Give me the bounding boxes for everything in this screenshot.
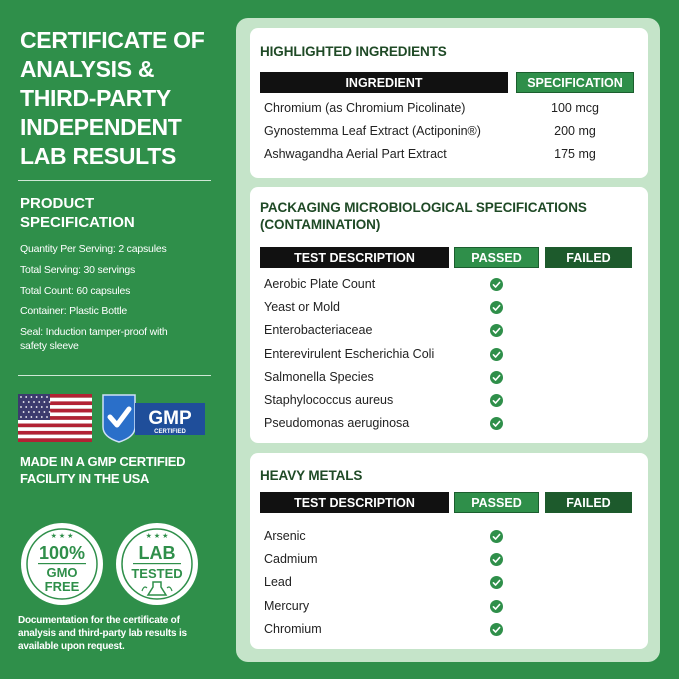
ingredient-spec: 200 mg [554, 124, 596, 138]
gmo-text: GMO [46, 565, 78, 580]
test-row-label: Chromium [264, 621, 322, 636]
test-row-label: Cadmium [264, 552, 318, 567]
check-circle-icon [490, 600, 503, 613]
metals-title: HEAVY METALS [260, 468, 363, 483]
ingredient-spec: 100 mcg [551, 101, 599, 115]
col-test-description: TEST DESCRIPTION [260, 247, 449, 268]
check-circle-icon [490, 394, 503, 407]
col-specification: SPECIFICATION [516, 72, 634, 93]
ingredients-card [250, 28, 648, 178]
test-row-label: Lead [264, 575, 292, 590]
heavy-metals-card [250, 453, 648, 649]
free-text: FREE [44, 579, 80, 594]
check-circle-icon [490, 348, 503, 361]
check-circle-icon [490, 623, 503, 636]
spec-container: Container: Plastic Bottle [20, 305, 128, 317]
made-in-line: MADE IN A GMP CERTIFIED [20, 454, 186, 469]
product-spec-title-line: SPECIFICATION [20, 214, 135, 231]
spec-total-serving: Total Serving: 30 servings [20, 264, 136, 276]
spec-quantity: Quantity Per Serving: 2 capsules [20, 243, 167, 255]
check-circle-icon [490, 417, 503, 430]
made-in-usa [20, 453, 220, 487]
col-passed: PASSED [454, 247, 539, 268]
ingredient-name: Gynostemma Leaf Extract (Actiponin®) [264, 124, 481, 138]
gmp-label: GMP [148, 408, 192, 429]
ingredient-name: Chromium (as Chromium Picolinate) [264, 101, 466, 115]
check-circle-icon [490, 278, 503, 291]
usa-flag-icon [18, 394, 92, 442]
doc-line: available upon request. [18, 641, 125, 652]
title-line: INDEPENDENT [20, 114, 182, 140]
doc-line: Documentation for the certificate of [18, 615, 180, 626]
product-spec-title [20, 194, 135, 232]
stars-icon: ★ ★ ★ [145, 533, 169, 540]
title-line: LAB RESULTS [20, 143, 176, 169]
ingredients-title: HIGHLIGHTED INGREDIENTS [260, 44, 447, 59]
micro-title-line: (CONTAMINATION) [260, 217, 381, 232]
doc-line: analysis and third-party lab results is [18, 628, 187, 639]
gmo-free-badge [19, 521, 105, 607]
check-circle-icon [490, 530, 503, 543]
check-circle-icon [490, 301, 503, 314]
spec-total-count: Total Count: 60 capsules [20, 285, 131, 297]
left-panel [0, 0, 230, 679]
test-row-label: Mercury [264, 598, 310, 613]
test-row-label: Aerobic Plate Count [264, 277, 376, 291]
gmp-certified-shield-icon [99, 393, 207, 443]
lab-text: LAB [138, 543, 176, 563]
title-line: ANALYSIS & [20, 56, 155, 82]
test-row-label: Yeast or Mold [264, 300, 340, 315]
test-row-label: Arsenic [264, 529, 306, 543]
ingredient-name: Ashwagandha Aerial Part Extract [264, 147, 447, 161]
check-circle-icon [490, 553, 503, 566]
col-ingredient: INGREDIENT [260, 72, 508, 93]
title-line: CERTIFICATE OF [20, 27, 205, 53]
tested-text: TESTED [131, 566, 183, 581]
page-title [20, 26, 225, 171]
made-in-line: FACILITY IN THE USA [20, 471, 150, 486]
title-line: THIRD-PARTY [20, 85, 171, 111]
spec-seal: Seal: Induction tamper-proof with [20, 326, 168, 338]
stars-icon: ★ ★ ★ [50, 533, 74, 540]
ingredient-spec: 175 mg [554, 147, 596, 161]
check-circle-icon [490, 324, 503, 337]
test-row-label: Staphylococcus aureus [264, 393, 394, 407]
micro-title-line: PACKAGING MICROBIOLOGICAL SPECIFICATIONS [260, 200, 587, 215]
col-passed: PASSED [454, 492, 539, 513]
check-circle-icon [490, 371, 503, 384]
col-failed: FAILED [545, 492, 632, 513]
divider [18, 375, 211, 376]
product-spec-title-line: PRODUCT [20, 195, 95, 212]
spec-seal-cont: safety sleeve [20, 340, 79, 352]
test-row-label: Pseudomonas aeruginosa [264, 416, 410, 431]
col-test-description: TEST DESCRIPTION [260, 492, 449, 513]
divider [18, 180, 211, 181]
test-row-label: Enterobacteriaceae [264, 323, 373, 338]
gmp-sub-label: CERTIFIED [154, 429, 186, 435]
documentation-note [18, 614, 218, 653]
check-circle-icon [490, 576, 503, 589]
test-row-label: Enterevirulent Escherichia Coli [264, 346, 435, 361]
test-row-label: Salmonella Species [264, 369, 374, 384]
col-failed: FAILED [545, 247, 632, 268]
lab-tested-badge [114, 521, 200, 607]
microbiological-card [250, 187, 648, 443]
gmo-percent: 100% [38, 543, 86, 563]
micro-title [260, 199, 587, 233]
